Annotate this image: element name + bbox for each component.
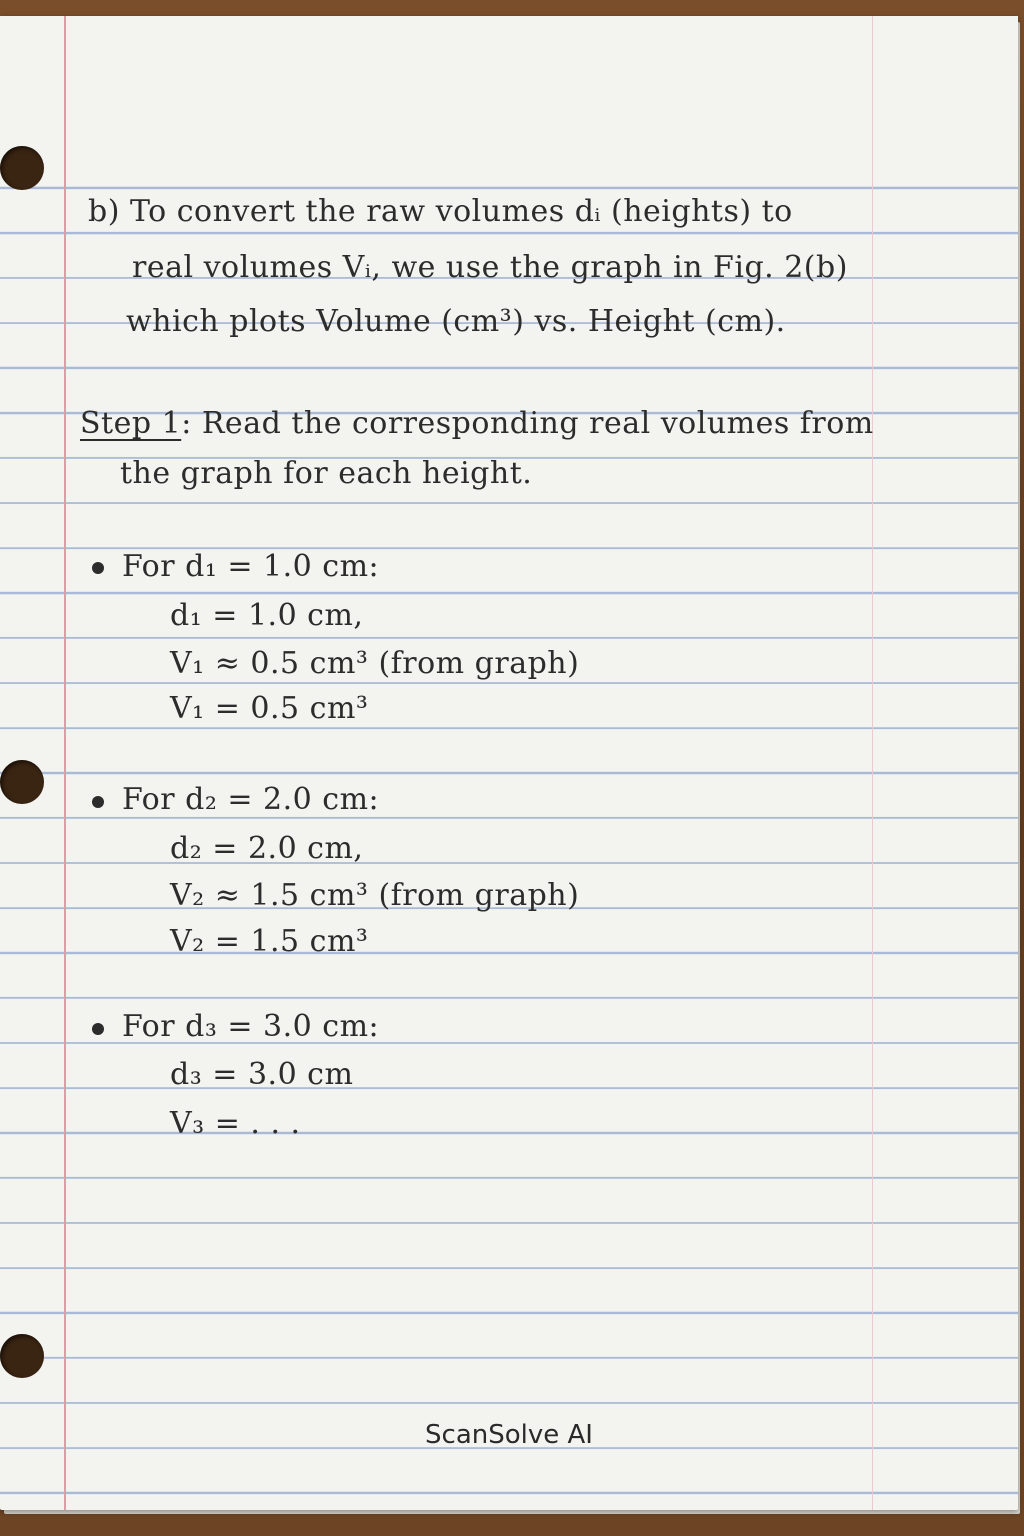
bullet-icon	[92, 562, 104, 574]
page-top-margin	[0, 16, 1018, 144]
item-2-line-3: V₂ = 1.5 cm³	[170, 924, 369, 959]
part-b-line-2: real volumes Vᵢ, we use the graph in Fig. 2(b)	[132, 250, 848, 285]
step-1-line-2: the graph for each height.	[120, 456, 533, 491]
red-margin-line	[64, 16, 66, 1510]
item-2-line-1: d₂ = 2.0 cm,	[170, 831, 364, 866]
bullet-icon	[92, 1023, 104, 1035]
item-3-line-1: d₃ = 3.0 cm	[170, 1057, 354, 1092]
step-1-text: : Read the corresponding real volumes from	[181, 406, 874, 441]
item-1-heading: For d₁ = 1.0 cm:	[122, 549, 380, 584]
item-3-line-2: V₃ = . . .	[170, 1106, 301, 1141]
item-1-line-3: V₁ = 0.5 cm³	[170, 691, 369, 726]
binder-hole-middle	[0, 760, 44, 804]
bullet-icon	[92, 796, 104, 808]
step-1-line-1	[80, 406, 874, 442]
binder-hole-top	[0, 146, 44, 190]
item-2-line-2: V₂ ≈ 1.5 cm³ (from graph)	[170, 878, 580, 913]
part-b-line-1: b) To convert the raw volumes dᵢ (heights) to	[88, 194, 793, 229]
notebook-page	[0, 16, 1018, 1510]
right-margin-line	[872, 16, 873, 1510]
footer-brand: ScanSolve AI	[425, 1420, 593, 1450]
part-b-line-3: which plots Volume (cm³) vs. Height (cm).	[126, 304, 786, 339]
binder-hole-bottom	[0, 1334, 44, 1378]
item-1-line-1: d₁ = 1.0 cm,	[170, 598, 364, 633]
item-3-heading: For d₃ = 3.0 cm:	[122, 1009, 380, 1044]
item-1-line-2: V₁ ≈ 0.5 cm³ (from graph)	[170, 646, 580, 681]
step-1-label: Step 1	[80, 406, 182, 441]
item-2-heading: For d₂ = 2.0 cm:	[122, 782, 380, 817]
